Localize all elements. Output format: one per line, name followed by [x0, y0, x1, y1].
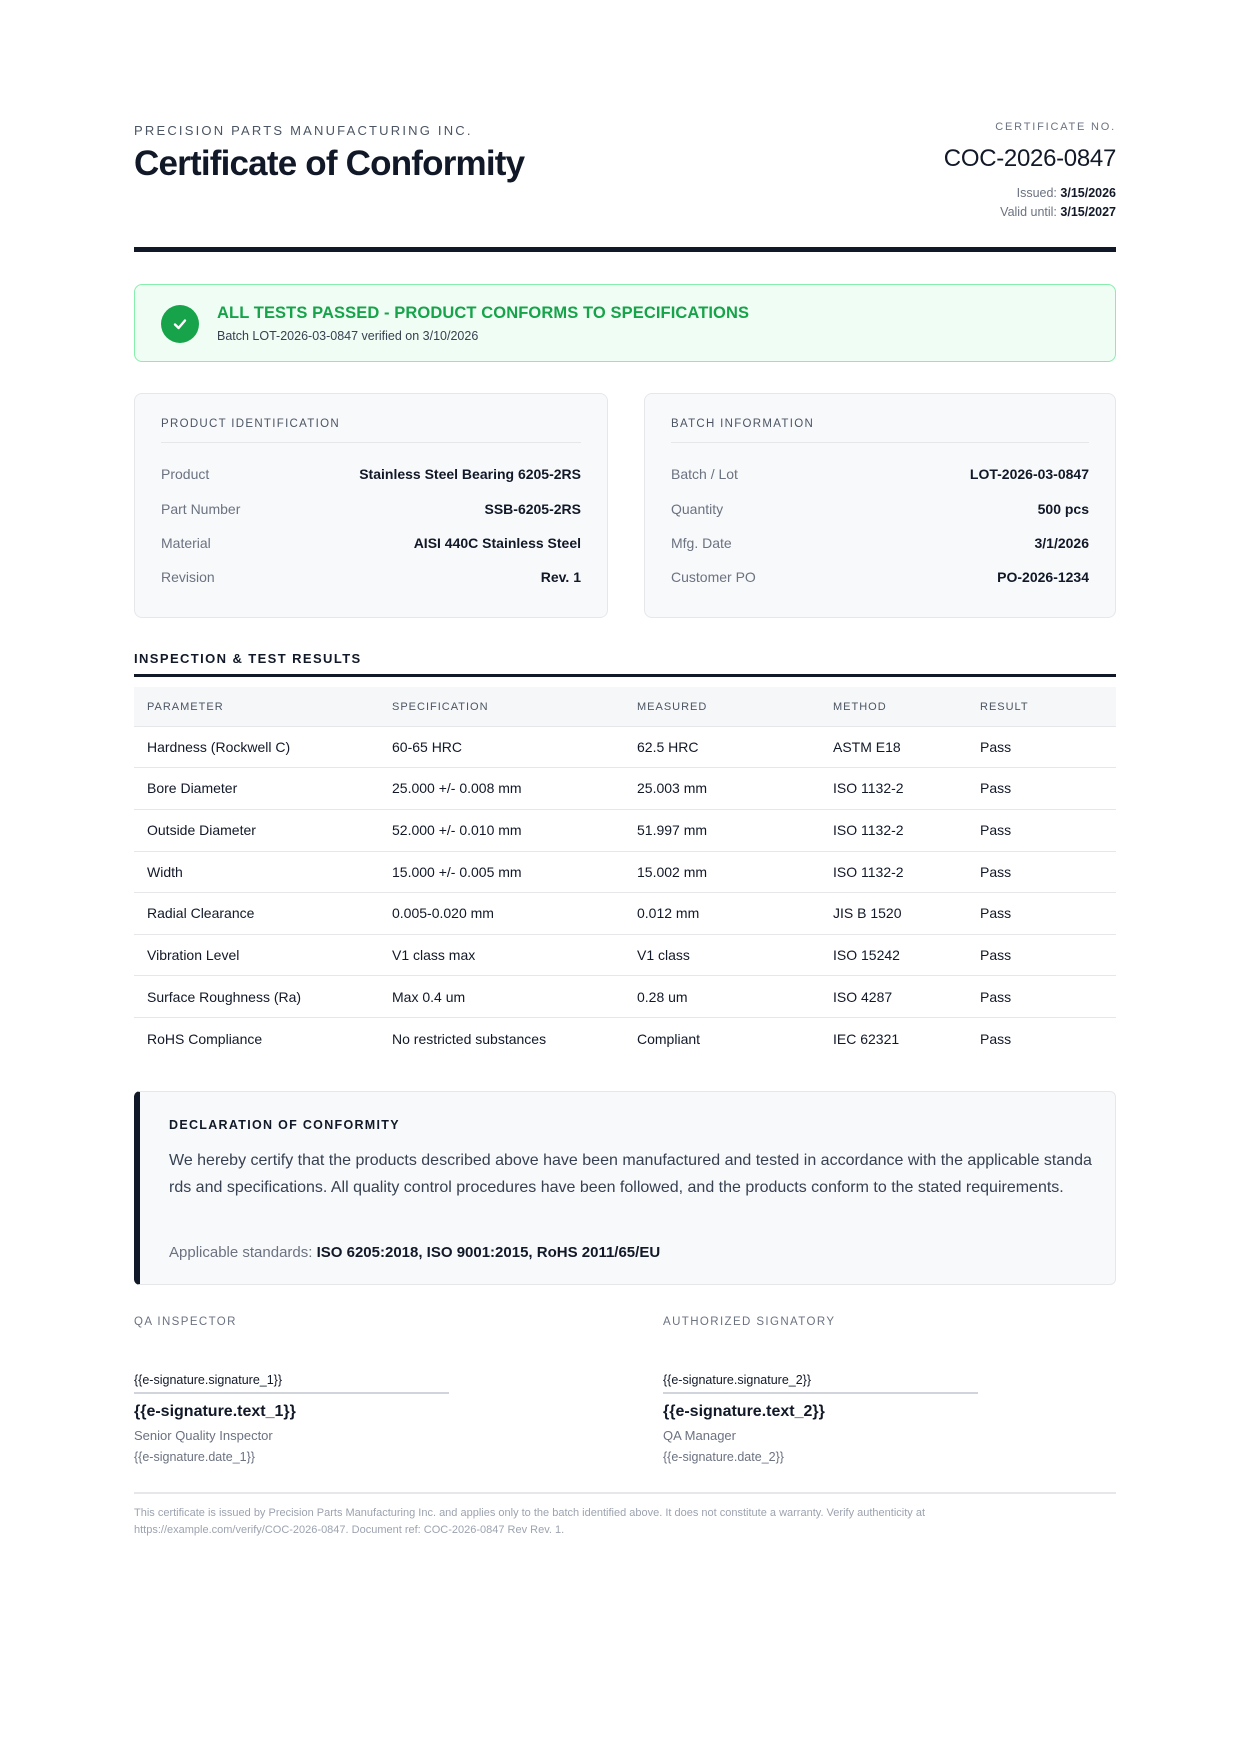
- company-name: PRECISION PARTS MANUFACTURING INC.: [134, 123, 473, 138]
- parameter-cell: Bore Diameter: [147, 780, 238, 797]
- valid-label: Valid until:: [1000, 205, 1057, 219]
- authorized-signatory-signature-block: [663, 1316, 978, 1464]
- column-header: METHOD: [833, 700, 887, 713]
- method-cell: ASTM E18: [833, 739, 901, 755]
- result-cell: Pass: [980, 988, 1012, 1005]
- header-divider: [134, 247, 1116, 252]
- table-header: [134, 687, 1116, 727]
- signature-field[interactable]: {{e-signature.signature_1}}: [134, 1373, 283, 1387]
- measured-cell: Compliant: [637, 1030, 701, 1047]
- specification-cell: V1 class max: [392, 946, 476, 963]
- parameter-cell: Hardness (Rockwell C): [147, 739, 291, 755]
- mfg-date-row: [671, 533, 1089, 553]
- row-label: Product: [161, 466, 210, 482]
- signer-title: QA Manager: [663, 1428, 736, 1443]
- result-cell: Pass: [980, 863, 1012, 880]
- result-cell: Pass: [980, 905, 1012, 921]
- customer-po-row: [671, 567, 1089, 587]
- signer-name[interactable]: {{e-signature.text_1}}: [134, 1403, 296, 1420]
- specification-cell: Max 0.4 um: [392, 988, 466, 1005]
- parameter-cell: Outside Diameter: [147, 822, 256, 838]
- row-label: Batch / Lot: [671, 466, 738, 482]
- valid-date-line: [1000, 205, 1116, 219]
- table-body: [134, 727, 1116, 1060]
- certificate-number-label: CERTIFICATE NO.: [995, 121, 1116, 133]
- method-cell: ISO 15242: [833, 946, 900, 963]
- check-icon: [161, 305, 199, 343]
- signature-role: QA INSPECTOR: [134, 1316, 237, 1328]
- row-label: Customer PO: [671, 569, 756, 585]
- measured-cell: 0.28 um: [637, 988, 688, 1005]
- table-row: [134, 810, 1116, 852]
- column-header: PARAMETER: [147, 700, 224, 713]
- footer-divider: [134, 1492, 1116, 1494]
- row-label: Revision: [161, 569, 215, 585]
- method-cell: ISO 1132-2: [833, 863, 904, 880]
- signature-role: AUTHORIZED SIGNATORY: [663, 1316, 836, 1328]
- row-label: Quantity: [671, 501, 724, 517]
- batch-information-card: [644, 393, 1116, 618]
- status-banner: [134, 284, 1116, 362]
- row-label: Mfg. Date: [671, 535, 732, 551]
- card-divider: [671, 442, 1089, 443]
- parameter-cell: Surface Roughness (Ra): [147, 988, 302, 1005]
- measured-cell: 62.5 HRC: [637, 739, 699, 755]
- method-cell: JIS B 1520: [833, 905, 902, 921]
- specification-cell: No restricted substances: [392, 1030, 547, 1047]
- batch-lot-row: [671, 464, 1089, 484]
- results-divider: [134, 674, 1116, 677]
- quantity-row: [671, 499, 1089, 519]
- page-title: Certificate of Conformity: [134, 144, 525, 183]
- card-divider: [161, 442, 581, 443]
- row-value: 500 pcs: [1037, 501, 1089, 517]
- specification-cell: 52.000 +/- 0.010 mm: [392, 822, 522, 838]
- table-row: [134, 976, 1116, 1018]
- row-value: SSB-6205-2RS: [484, 501, 581, 517]
- issued-label: Issued:: [1016, 186, 1057, 200]
- material-row: [161, 533, 581, 553]
- column-header: RESULT: [980, 700, 1029, 713]
- specification-cell: 60-65 HRC: [392, 739, 463, 755]
- row-value: LOT-2026-03-0847: [969, 466, 1089, 482]
- table-row: [134, 1018, 1116, 1060]
- issued-date-line: [1017, 186, 1116, 200]
- measured-cell: 25.003 mm: [637, 780, 708, 797]
- card-title: BATCH INFORMATION: [671, 418, 815, 430]
- parameter-cell: Width: [147, 863, 183, 880]
- method-cell: ISO 1132-2: [833, 780, 904, 797]
- row-value: Rev. 1: [540, 569, 581, 585]
- results-section-title: INSPECTION & TEST RESULTS: [134, 651, 362, 666]
- card-title: PRODUCT IDENTIFICATION: [161, 418, 340, 430]
- column-header: MEASURED: [637, 700, 708, 713]
- row-value: PO-2026-1234: [997, 569, 1089, 585]
- standards-value: ISO 6205:2018, ISO 9001:2015, RoHS 2011/65/EU: [316, 1244, 661, 1261]
- parameter-cell: Vibration Level: [147, 946, 240, 963]
- certificate-header: [134, 0, 1116, 252]
- standards-label: Applicable standards:: [169, 1244, 313, 1261]
- parameter-cell: RoHS Compliance: [147, 1030, 263, 1047]
- valid-date: 3/15/2027: [1060, 205, 1116, 219]
- declaration-title: DECLARATION OF CONFORMITY: [169, 1118, 400, 1132]
- signer-name[interactable]: {{e-signature.text_2}}: [663, 1403, 825, 1420]
- signature-line: [134, 1392, 449, 1394]
- applicable-standards: [169, 1244, 660, 1261]
- row-value: Stainless Steel Bearing 6205-2RS: [359, 466, 581, 482]
- result-cell: Pass: [980, 739, 1012, 755]
- measured-cell: 15.002 mm: [637, 863, 708, 880]
- measured-cell: 51.997 mm: [637, 822, 708, 838]
- signature-line: [663, 1392, 978, 1394]
- declaration-text: We hereby certify that the products described above have been manufactured and tested in accordance with the applicable standards and specifications. All quality control procedures have been followed, and the products conform to the stated requirements.: [169, 1152, 1092, 1196]
- table-row: [134, 727, 1116, 768]
- parameter-cell: Radial Clearance: [147, 905, 255, 921]
- row-label: Material: [161, 535, 211, 551]
- product-row: [161, 464, 581, 484]
- issued-date: 3/15/2026: [1060, 186, 1116, 200]
- certificate-page: [134, 0, 1116, 1536]
- status-title: ALL TESTS PASSED - PRODUCT CONFORMS TO SPECIFICATIONS: [217, 304, 750, 322]
- status-subtitle: Batch LOT-2026-03-0847 verified on 3/10/2026: [217, 329, 479, 343]
- signature-field[interactable]: {{e-signature.signature_2}}: [663, 1373, 812, 1387]
- certificate-number: COC-2026-0847: [943, 145, 1116, 172]
- row-value: 3/1/2026: [1034, 535, 1089, 551]
- revision-row: [161, 567, 581, 587]
- measured-cell: 0.012 mm: [637, 905, 700, 921]
- signature-date[interactable]: {{e-signature.date_1}}: [134, 1450, 255, 1464]
- signer-title: Senior Quality Inspector: [134, 1428, 273, 1443]
- part-number-row: [161, 499, 581, 519]
- results-table: [134, 687, 1116, 1060]
- qa-inspector-signature-block: [134, 1316, 449, 1464]
- measured-cell: V1 class: [637, 946, 690, 963]
- column-header: SPECIFICATION: [392, 700, 489, 713]
- table-row: [134, 893, 1116, 935]
- row-value: AISI 440C Stainless Steel: [413, 535, 581, 551]
- footer-text: This certificate is issued by Precision Parts Manufacturing Inc. and applies only to the batch identified above. It does not constitute a warranty. Verify authenticity at https://example.com/verify/COC-2026-0847. Document ref: COC-2026-0847 Rev Rev. 1.: [134, 1507, 925, 1536]
- table-row: [134, 852, 1116, 893]
- method-cell: IEC 62321: [833, 1030, 900, 1047]
- result-cell: Pass: [980, 1030, 1012, 1047]
- signature-date[interactable]: {{e-signature.date_2}}: [663, 1450, 784, 1464]
- result-cell: Pass: [980, 822, 1012, 838]
- result-cell: Pass: [980, 946, 1012, 963]
- product-identification-card: [134, 393, 608, 618]
- specification-cell: 15.000 +/- 0.005 mm: [392, 863, 522, 880]
- specification-cell: 25.000 +/- 0.008 mm: [392, 780, 522, 797]
- declaration-box: [134, 1091, 1116, 1285]
- table-row: [134, 768, 1116, 810]
- specification-cell: 0.005-0.020 mm: [392, 905, 494, 921]
- method-cell: ISO 1132-2: [833, 822, 904, 838]
- table-row: [134, 935, 1116, 977]
- row-label: Part Number: [161, 501, 241, 517]
- method-cell: ISO 4287: [833, 988, 893, 1005]
- result-cell: Pass: [980, 780, 1012, 797]
